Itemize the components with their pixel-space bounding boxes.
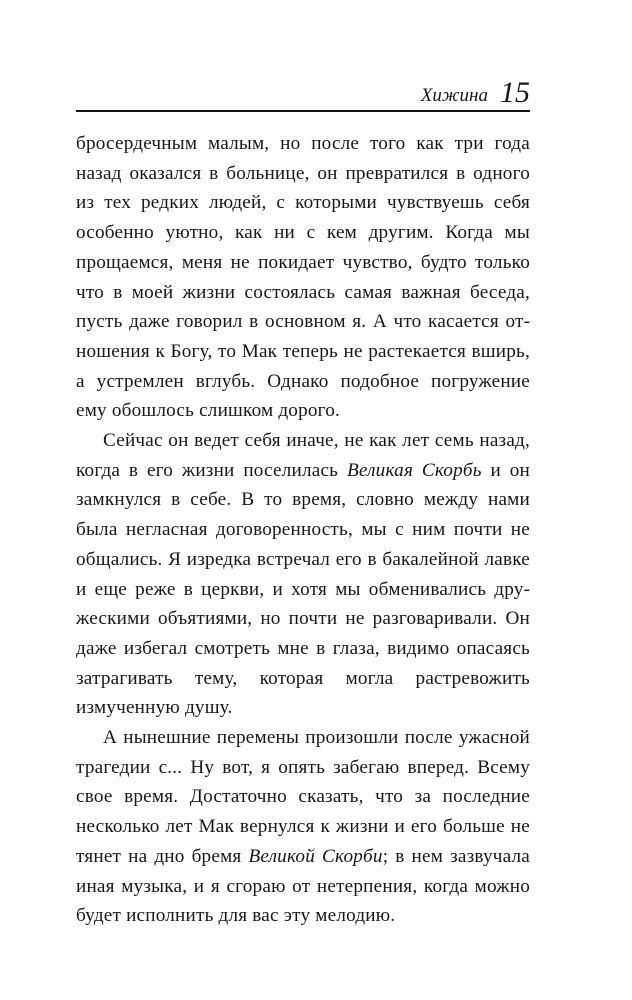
italic-phrase: Великой Скорби — [248, 845, 383, 867]
paragraph-2 — [76, 426, 530, 723]
paragraph-1 — [76, 129, 530, 426]
running-header — [76, 75, 530, 112]
text-segment: А нынешние перемены произошли после ужасной трагедии с... Ну вот, я опять забегаю вперед. Всему свое время. Достаточно сказать, что за последние несколько лет Мак вернулся к жизни и его больше не тянет на дно бремя — [76, 727, 530, 867]
page-number: 15 — [500, 75, 530, 109]
text-segment: Сейчас он ведет себя иначе, не как лет семь назад, когда в его жизни поселилась — [76, 430, 530, 481]
paragraph-3 — [76, 723, 530, 931]
running-title: Хижина — [420, 85, 488, 106]
text-segment: и он замкнулся в себе. В то время, словно между нами была негласная договоренность, мы с ним почти не общались. Я изредка встречал его в бакалейной лавке и еще реже в церкви, и хотя мы обменивались дружескими объятиями, но почти не разговаривали. Он даже избегал смотреть мне в глаза, видимо опасаясь затрагивать тему, которая могла растревожить измученную душу. — [76, 459, 531, 719]
text-segment: бросердечным малым, но после того как три года назад оказался в больнице, он превратился в одного из тех редких людей, с которыми чувствуешь себя особенно уютно, как ни с кем другим. Когда мы прощаемся, меня не покидает чувство, будто только что в моей жизни состоялась самая важная беседа, пусть даже говорил в основном я. А что касается отношения к Богу, то Мак теперь не растекается вширь, а устремлен вглубь. Однако подобное погружение ему обошлось слишком дорого. — [76, 133, 530, 422]
text-segment: ; в нем зазвучала иная музыка, и я сгораю от нетерпения, когда можно будет исполнить для вас эту мелодию. — [76, 845, 530, 927]
italic-phrase: Великая Скорбь — [346, 459, 482, 481]
body-text — [76, 129, 530, 931]
